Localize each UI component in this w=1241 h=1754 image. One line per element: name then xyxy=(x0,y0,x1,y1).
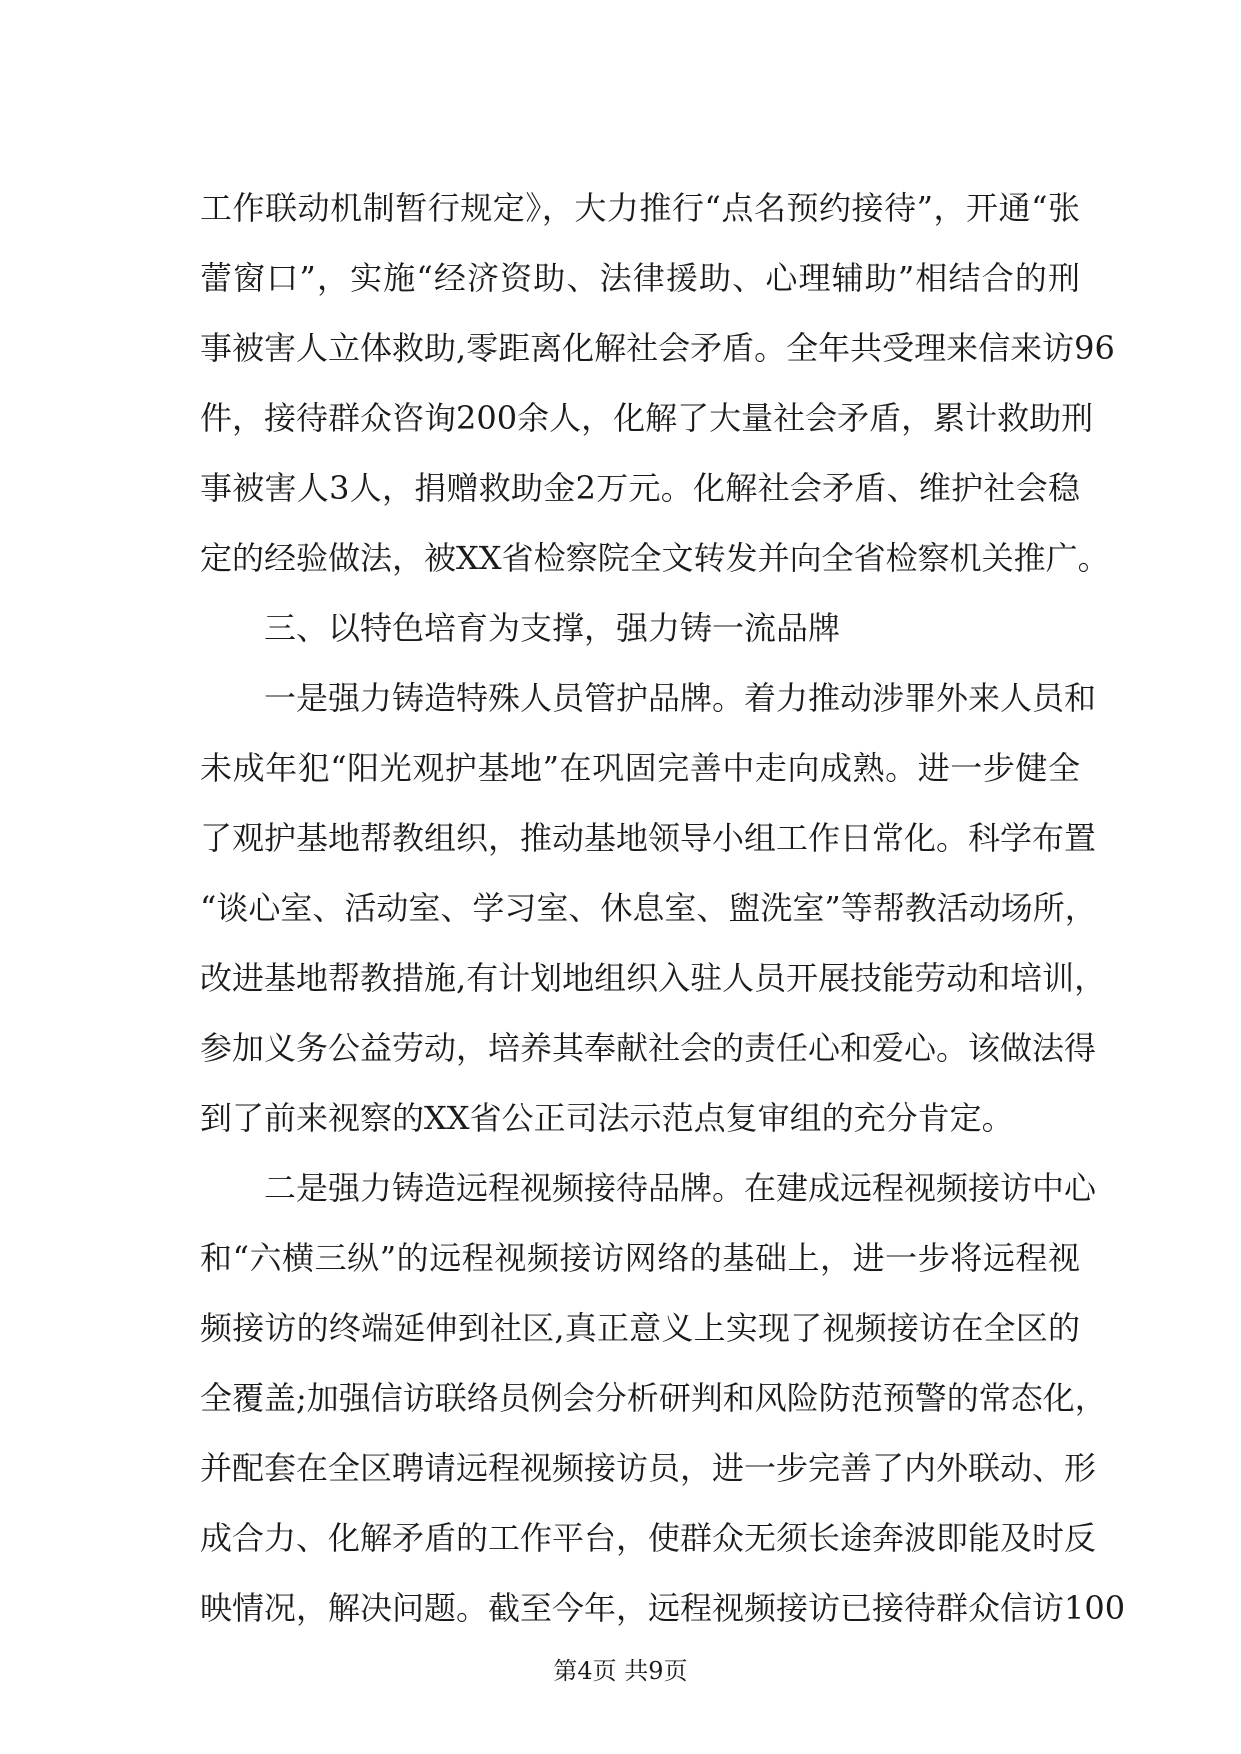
text-line: 了观护基地帮教组织，推动基地领导小组工作日常化。科学布置 xyxy=(200,819,1097,857)
text-line: 定的经验做法，被XX省检察院全文转发并向全省检察机关推广。 xyxy=(200,539,1110,577)
text-line: 全覆盖;加强信访联络员例会分析研判和风险防范预警的常态化， xyxy=(200,1379,1107,1417)
text-line: 蕾窗口”，实施“经济资助、法律援助、心理辅助”相结合的刑 xyxy=(200,259,1080,297)
text-line: 频接访的终端延伸到社区,真正意义上实现了视频接访在全区的 xyxy=(200,1309,1080,1347)
text-line: 事被害人立体救助,零距离化解社会矛盾。全年共受理来信来访96 xyxy=(200,329,1115,367)
text-line: 未成年犯“阳光观护基地”在巩固完善中走向成熟。进一步健全 xyxy=(200,749,1080,787)
text-line: 并配套在全区聘请远程视频接访员，进一步完善了内外联动、形 xyxy=(200,1449,1097,1487)
text-line: 工作联动机制暂行规定》，大力推行“点名预约接待”，开通“张 xyxy=(200,189,1080,227)
text-line: 改进基地帮教措施,有计划地组织入驻人员开展技能劳动和培训， xyxy=(200,959,1107,997)
section-heading: 三、以特色培育为支撑，强力铸一流品牌 xyxy=(264,609,841,647)
text-line: 二是强力铸造远程视频接待品牌。在建成远程视频接访中心 xyxy=(264,1169,1097,1207)
text-line: 映情况，解决问题。截至今年，远程视频接访已接待群众信访100 xyxy=(200,1589,1126,1627)
text-line: 参加义务公益劳动，培养其奉献社会的责任心和爱心。该做法得 xyxy=(200,1029,1097,1067)
text-line: “谈心室、活动室、学习室、休息室、盥洗室”等帮教活动场所， xyxy=(200,889,1097,927)
text-line: 到了前来视察的XX省公正司法示范点复审组的充分肯定。 xyxy=(200,1099,1014,1137)
text-line: 件，接待群众咨询200余人，化解了大量社会矛盾，累计救助刑 xyxy=(200,399,1094,437)
text-line: 成合力、化解矛盾的工作平台，使群众无须长途奔波即能及时反 xyxy=(200,1519,1097,1557)
text-line: 一是强力铸造特殊人员管护品牌。着力推动涉罪外来人员和 xyxy=(264,679,1097,717)
text-line: 和“六横三纵”的远程视频接访网络的基础上，进一步将远程视 xyxy=(200,1239,1080,1277)
page-number-footer: 第4页 共9页 xyxy=(553,1657,688,1685)
text-line: 事被害人3人，捐赠救助金2万元。化解社会矛盾、维护社会稳 xyxy=(200,469,1080,507)
